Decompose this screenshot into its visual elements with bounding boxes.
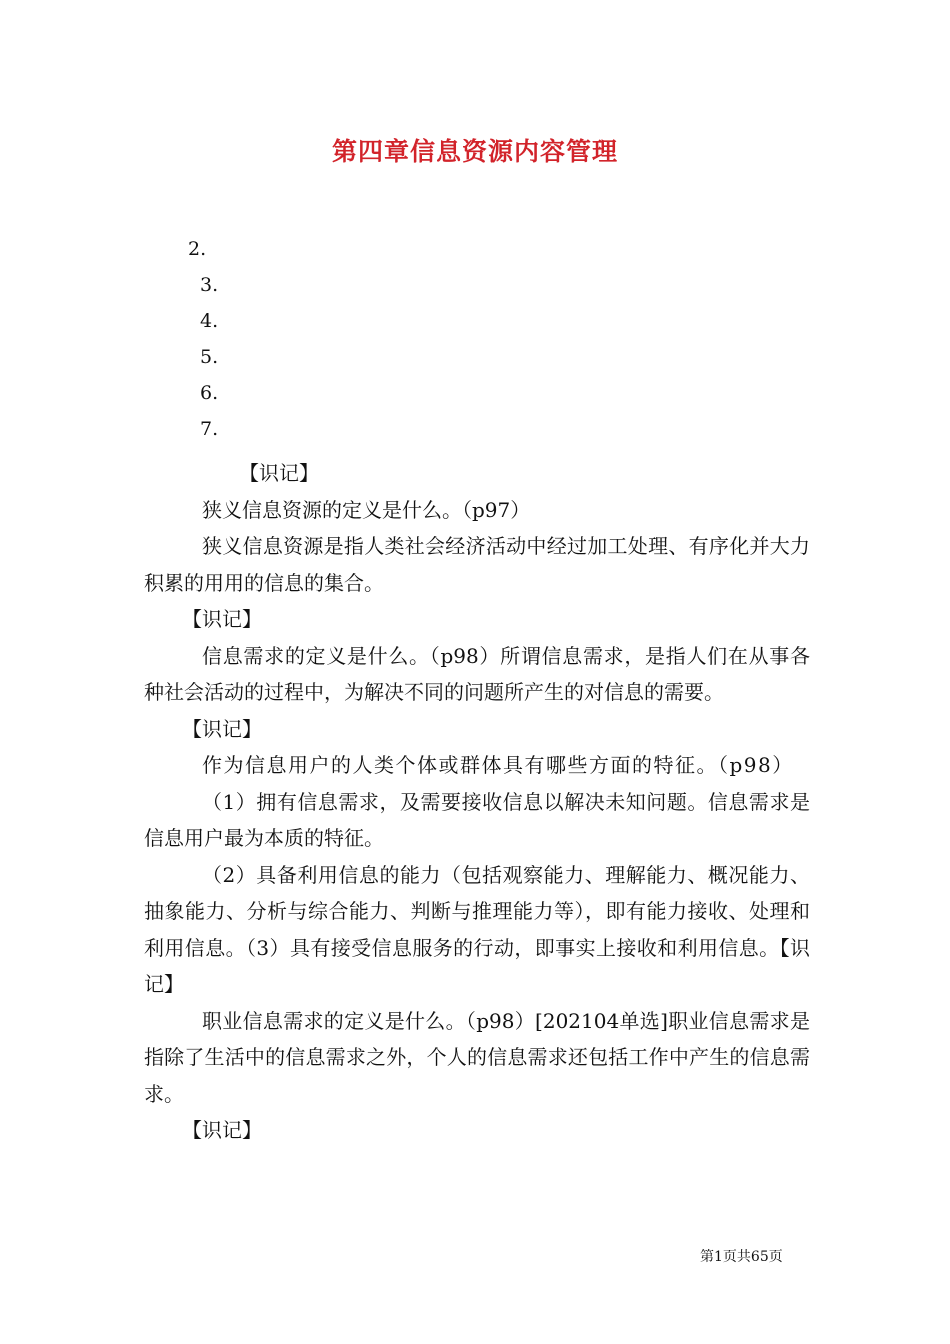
page-title: 第四章信息资源内容管理: [331, 137, 618, 166]
list-number: 2.: [188, 238, 207, 260]
document-body: [144, 455, 810, 1149]
note-label: 【识记】: [182, 607, 262, 631]
note-label: 【识记】: [182, 1118, 262, 1142]
list-number: 6.: [200, 382, 219, 404]
question-paragraph: 职业信息需求的定义是什么。（p98）[202104单选]职业信息需求是指除了生活中的信息需求之外，个人的信息需求还包括工作中产生的信息需求。: [144, 1008, 810, 1106]
question-paragraph: 信息需求的定义是什么。（p98）所谓信息需求，是指人们在从事各种社会活动的过程中，为解决不同的问题所产生的对信息的需要。: [144, 643, 810, 704]
list-number: 4.: [200, 310, 219, 332]
list-number: 3.: [200, 274, 219, 296]
note-label: 【识记】: [182, 716, 262, 741]
question-paragraph: 狭义信息资源的定义是什么。（p97）: [202, 497, 531, 522]
question-paragraph: 作为信息用户的人类个体或群体具有哪些方面的特征。（p98）: [202, 753, 794, 777]
answer-paragraph: （2）具备利用信息的能力（包括观察能力、理解能力、概况能力、抽象能力、分析与综合能力、判断与推理能力等），即有能力接收、处理和利用信息。（3）具有接受信息服务的行动，即事实上接收和利用信息。【识记】: [144, 862, 810, 996]
answer-paragraph: 狭义信息资源是指人类社会经济活动中经过加工处理、有序化并大力积累的用用的信息的集合。: [144, 534, 810, 595]
note-label: 【识记】: [239, 461, 319, 485]
list-number: 5.: [200, 346, 219, 368]
answer-paragraph: （1）拥有信息需求，及需要接收信息以解决未知问题。信息需求是信息用户最为本质的特征。: [144, 789, 810, 850]
page-number: 第1页共65页: [700, 1249, 783, 1265]
list-number: 7.: [200, 418, 219, 440]
